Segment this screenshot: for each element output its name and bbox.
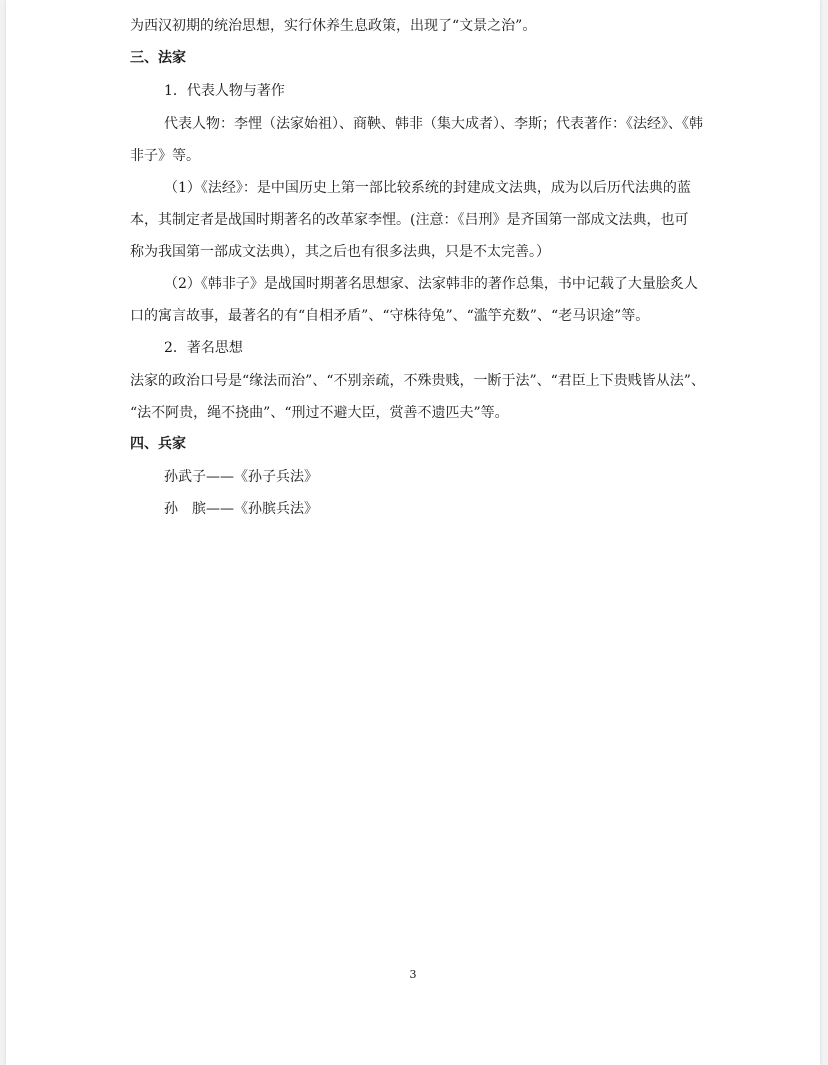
document-page	[6, 0, 820, 1065]
paragraph-line: （2）《韩非子》是战国时期著名思想家、法家韩非的著作总集，书中记载了大量脍炙人	[164, 276, 698, 292]
section-heading-military: 四、兵家	[130, 436, 186, 452]
paragraph-line: 代表人物：李悝（法家始祖）、商鞅、韩非（集大成者）、李斯；代表著作：《法经》、《韩	[164, 116, 703, 132]
list-item: 孙 膑——《孙膑兵法》	[164, 501, 318, 517]
paragraph-line: 非子》等。	[130, 148, 200, 164]
paragraph-line: 称为我国第一部成文法典），其之后也有很多法典，只是不太完善。）	[130, 244, 550, 260]
paragraph-line: 法家的政治口号是“缘法而治”、“不别亲疏，不殊贵贱，一断于法”、“君臣上下贵贱皆从法”、	[130, 373, 705, 389]
list-item: 孙武子——《孙子兵法》	[164, 469, 318, 485]
paragraph-line: “法不阿贵，绳不挠曲”、“刑过不避大臣，赏善不遗匹夫”等。	[130, 405, 509, 421]
paragraph-line: 为西汉初期的统治思想，实行休养生息政策，出现了“文景之治”。	[130, 18, 537, 34]
paragraph-line: 本，其制定者是战国时期著名的改革家李悝。(注意：《吕刑》是齐国第一部成文法典，也可	[130, 212, 689, 228]
subsection-heading: 2．著名思想	[164, 340, 243, 356]
paragraph-line: （1）《法经》：是中国历史上第一部比较系统的封建成文法典，成为以后历代法典的蓝	[164, 180, 691, 196]
subsection-heading: 1．代表人物与著作	[164, 83, 285, 99]
paragraph-line: 口的寓言故事，最著名的有“自相矛盾”、“守株待兔”、“滥竽充数”、“老马识途”等。	[130, 308, 650, 324]
section-heading-legalism: 三、法家	[130, 50, 186, 66]
page-number: 3	[409, 968, 417, 981]
